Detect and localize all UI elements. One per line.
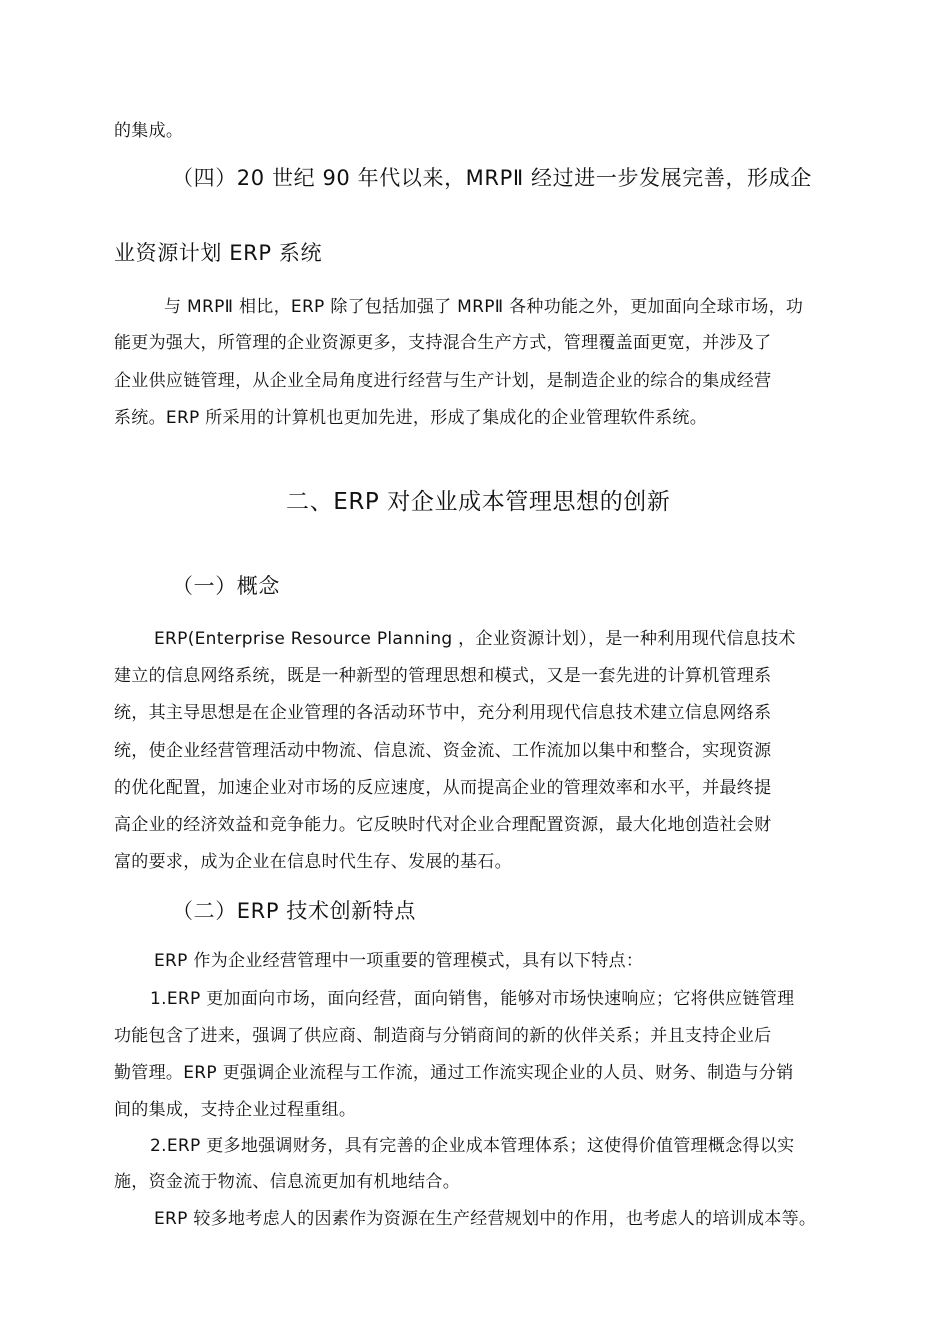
paragraph-line: ERP 作为企业经营管理中一项重要的管理模式，具有以下特点： — [154, 951, 644, 971]
paragraph-line: 统，使企业经营管理活动中物流、信息流、资金流、工作流加以集中和整合，实现资源 — [114, 741, 772, 761]
paragraph-line: ERP(Enterprise Resource Planning ，企业资源计划），是一种利用现代信息技术 — [154, 629, 796, 649]
paragraph-line: 间的集成，支持企业过程重组。 — [114, 1100, 357, 1120]
heading-4-line-2: 业资源计划 ERP 系统 — [114, 241, 323, 265]
paragraph-line: 能更为强大，所管理的企业资源更多，支持混合生产方式，管理覆盖面更宽，并涉及了 — [114, 333, 772, 353]
paragraph-line: 功能包含了进来，强调了供应商、制造商与分销商间的新的伙伴关系；并且支持企业后 — [114, 1026, 772, 1046]
heading-4-line-1: （四）20 世纪 90 年代以来，MRPⅡ 经过进一步发展完善，形成企 — [172, 166, 812, 190]
paragraph-line: 1.ERP 更加面向市场，面向经营，面向销售，能够对市场快速响应；它将供应链管理 — [150, 989, 795, 1009]
subheading-concept: （一）概念 — [172, 574, 280, 598]
paragraph-line: 的优化配置，加速企业对市场的反应速度，从而提高企业的管理效率和水平，并最终提 — [114, 778, 772, 798]
paragraph-line: 建立的信息网络系统，既是一种新型的管理思想和模式，又是一套先进的计算机管理系 — [114, 666, 772, 686]
paragraph-line: 系统。ERP 所采用的计算机也更加先进，形成了集成化的企业管理软件系统。 — [114, 408, 708, 428]
top-fragment: 的集成。 — [114, 121, 184, 141]
paragraph-line: 与 MRPⅡ 相比，ERP 除了包括加强了 MRPⅡ 各种功能之外，更加面向全球市场，功 — [164, 297, 804, 317]
paragraph-line: 2.ERP 更多地强调财务，具有完善的企业成本管理体系；这使得价值管理概念得以实 — [150, 1136, 795, 1156]
paragraph-line: 高企业的经济效益和竞争能力。它反映时代对企业合理配置资源，最大化地创造社会财 — [114, 815, 772, 835]
paragraph-line: 勤管理。ERP 更强调企业流程与工作流，通过工作流实现企业的人员、财务、制造与分销 — [114, 1063, 794, 1083]
paragraph-line: ERP 较多地考虑人的因素作为资源在生产经营规划中的作用，也考虑人的培训成本等。 — [154, 1209, 817, 1229]
paragraph-line: 统，其主导思想是在企业管理的各活动环节中，充分利用现代信息技术建立信息网络系 — [114, 703, 772, 723]
section-title: 二、ERP 对企业成本管理思想的创新 — [286, 489, 671, 515]
subheading-features: （二）ERP 技术创新特点 — [172, 899, 416, 923]
paragraph-line: 富的要求，成为企业在信息时代生存、发展的基石。 — [114, 852, 512, 872]
paragraph-line: 施，资金流于物流、信息流更加有机地结合。 — [114, 1172, 460, 1192]
paragraph-line: 企业供应链管理，从企业全局角度进行经营与生产计划，是制造企业的综合的集成经营 — [114, 371, 772, 391]
